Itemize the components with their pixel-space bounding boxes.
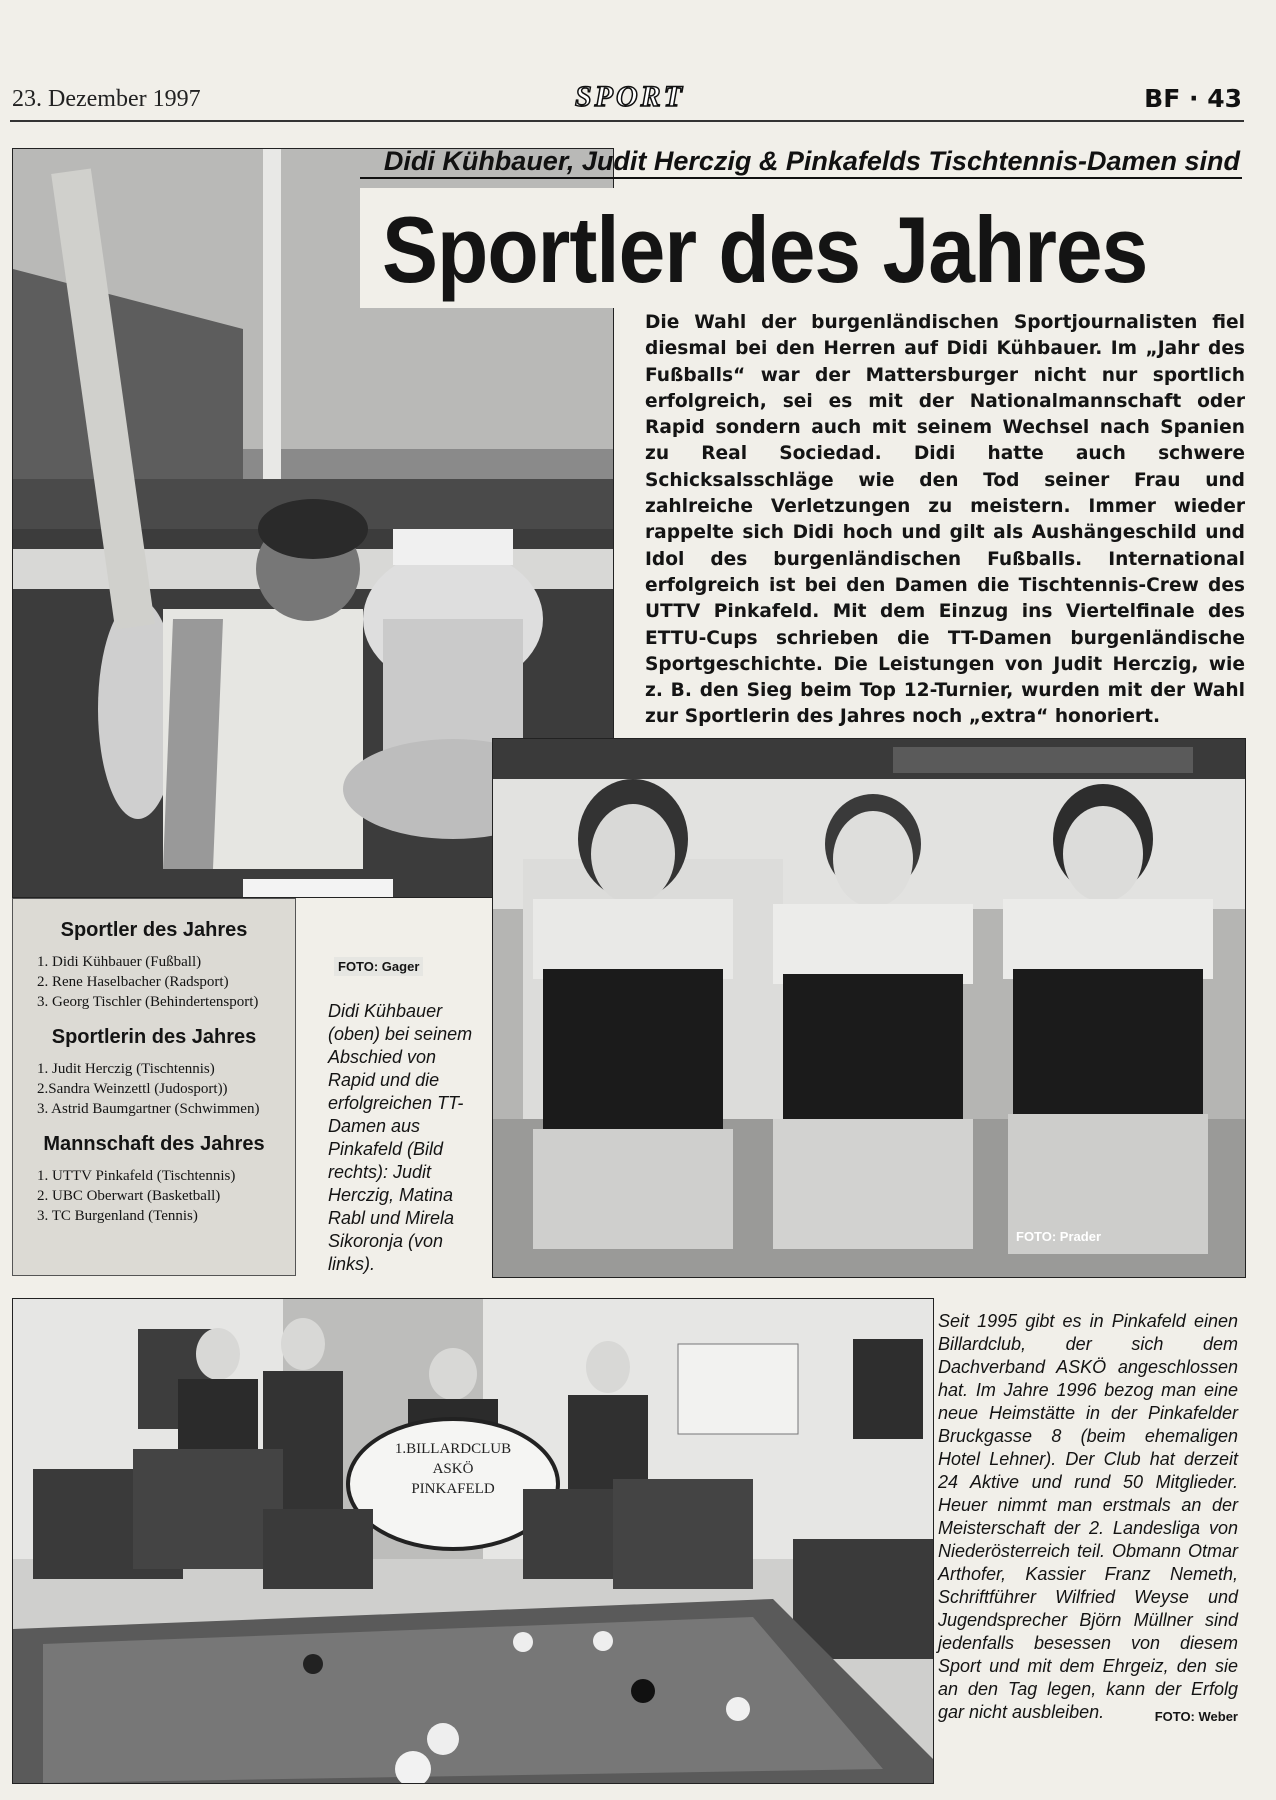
mannschaft-list xyxy=(23,1166,285,1226)
mannschaft-title: Mannschaft des Jahres xyxy=(43,1133,265,1155)
sportler-rank-2: 2. Rene Haselbacher (Radsport) xyxy=(37,974,229,990)
sportlerin-title: Sportlerin des Jahres xyxy=(51,1026,257,1048)
sportler-title: Sportler des Jahres xyxy=(60,919,248,941)
headline-text: Sportler des Jahres xyxy=(382,196,1148,303)
sportlerin-list xyxy=(23,1059,285,1119)
section-title: SPORT xyxy=(574,80,685,113)
billiard-club-photo xyxy=(12,1298,934,1784)
article-headline xyxy=(360,188,1250,308)
sportler-list xyxy=(23,952,285,1012)
ranking-box xyxy=(12,898,296,1276)
football-photo-credit: FOTO: Gager xyxy=(334,957,423,976)
billiard-photo-credit: FOTO: Weber xyxy=(1154,1709,1238,1724)
sportler-rank-3: 3. Georg Tischler (Behindertensport) xyxy=(37,994,259,1010)
sign-top-text: 1.BILLARDCLUB xyxy=(394,1441,512,1457)
sportler-rank-1: 1. Didi Kühbauer (Fußball) xyxy=(37,954,202,970)
table-tennis-team-photo xyxy=(492,738,1246,1278)
billiard-caption-text: Seit 1995 gibt es in Pinkafeld einen Billardclub, der sich dem Dachverband ASKÖ angeschlossen hat. Im Jahre 1996 bezog man eine neue Heimstätte in der Pinkafelder Bruckgasse 8 (beim ehemaligen Hotel Lehner). Der Club hat derzeit 24 Aktive und rund 50 Mitglieder. Heuer nimmt man erstmals an der Meisterschaft der 2. Landesliga von Niederösterreich teil. Obmann Otmar Arthofer, Kassier Franz Nemeth, Schriftführer Wilfried Weyse und Jugendsprecher Björn Müllner sind jedenfalls besessen von diesem Sport und mit dem Ehrgeiz, den sie an den Tag legen, kann der Erfolg gar nicht ausbleiben. xyxy=(938,1311,1238,1722)
sportlerin-rank-2: 2.Sandra Weinzettl (Judosport)) xyxy=(37,1081,228,1097)
mannschaft-rank-2: 2. UBC Oberwart (Basketball) xyxy=(37,1188,221,1204)
article-kicker: Didi Kühbauer, Judit Herczig & Pinkafelds Tischtennis-Damen sind xyxy=(383,146,1240,176)
billiard-caption xyxy=(938,1310,1238,1728)
mannschaft-rank-1: 1. UTTV Pinkafeld (Tischtennis) xyxy=(37,1168,236,1184)
sign-bottom-text: PINKAFELD xyxy=(411,1481,495,1497)
table-tennis-photo-credit: FOTO: Prader xyxy=(1016,1229,1102,1244)
article-body: Die Wahl der burgenländischen Sportjournalisten fiel diesmal bei den Herren auf Didi Kühbauer. Im „Jahr des Fußballs“ war der Mattersburger nicht nur sportlich erfolgreich, sei es mit der Nationalmannschaft oder Rapid sondern auch mit seinem Wechsel nach Spanien zu Real Sociedad. Didi hatte auch schwere Schicksalsschläge wie den Tod seiner Frau und zahlreiche Verletzungen zu meistern. Immer wieder rappelte sich Didi hoch und gilt als Aushängeschild und Idol des burgenländischen Fußballs. International erfolgreich ist bei den Damen die Tischtennis-Crew des UTTV Pinkafeld. Mit dem Einzug ins Viertelfinale des ETTU-Cups schrieben die TT-Damen burgenländische Sportgeschichte. Die Leistungen von Judit Herczig, wie z. B. den Sieg beim Top 12-Turnier, wurden mit der Wahl zur Sportlerin des Jahres noch „extra“ honoriert. xyxy=(645,312,1245,728)
billiard-club-sign xyxy=(358,1439,548,1499)
header-rule xyxy=(10,120,1244,122)
mannschaft-rank-3: 3. TC Burgenland (Tennis) xyxy=(37,1208,198,1224)
page-number: BF · 43 xyxy=(1144,84,1242,113)
didi-caption: Didi Kühbauer (oben) bei seinem Abschied von Rapid und die erfolgreichen TT-Damen aus Pinkafeld (Bild rechts): Judit Herczig, Matina Rabl und Mirela Sikoronja (von links). xyxy=(328,1001,473,1274)
sportlerin-rank-3: 3. Astrid Baumgartner (Schwimmen) xyxy=(37,1101,260,1117)
sign-mid-text: ASKÖ xyxy=(432,1461,474,1477)
sportlerin-rank-1: 1. Judit Herczig (Tischtennis) xyxy=(37,1061,215,1077)
kicker-rule xyxy=(360,177,1242,179)
issue-date: 23. Dezember 1997 xyxy=(12,86,201,112)
